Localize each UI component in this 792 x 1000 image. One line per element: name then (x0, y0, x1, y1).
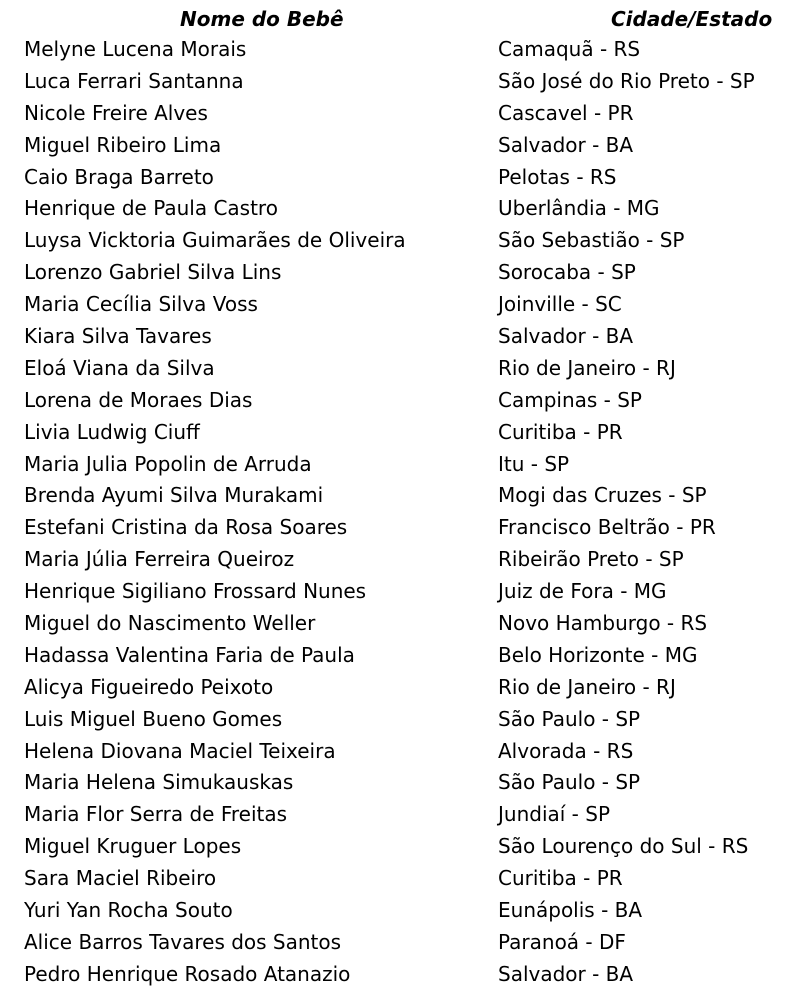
baby-name-cell: Livia Ludwig Ciuff (24, 419, 200, 444)
table-row (0, 162, 792, 194)
city-state-cell: Francisco Beltrão - PR (498, 515, 716, 540)
table-row (0, 767, 792, 799)
baby-name-cell: Maria Helena Simukauskas (24, 770, 294, 795)
baby-name-cell: Miguel do Nascimento Weller (24, 611, 316, 636)
baby-name-cell: Kiara Silva Tavares (24, 324, 212, 349)
baby-name-cell: Miguel Kruguer Lopes (24, 834, 242, 859)
table-row (0, 895, 792, 927)
baby-name-cell: Pedro Henrique Rosado Atanazio (24, 961, 351, 986)
table-row (0, 66, 792, 98)
baby-name-cell: Luysa Vicktoria Guimarães de Oliveira (24, 228, 406, 253)
city-state-cell: Alvorada - RS (498, 738, 634, 763)
table-row (0, 225, 792, 257)
baby-name-cell: Eloá Viana da Silva (24, 355, 215, 380)
city-state-cell: Cascavel - PR (498, 100, 634, 125)
baby-name-cell: Maria Flor Serra de Freitas (24, 802, 288, 827)
baby-name-cell: Hadassa Valentina Faria de Paula (24, 642, 355, 667)
table-row (0, 608, 792, 640)
baby-name-cell: Henrique Sigiliano Frossard Nunes (24, 579, 367, 604)
city-state-cell: São Paulo - SP (498, 706, 641, 731)
table-row (0, 544, 792, 576)
table-row (0, 34, 792, 66)
city-state-cell: Eunápolis - BA (498, 898, 643, 923)
table-row (0, 193, 792, 225)
table-row (0, 449, 792, 481)
baby-name-cell: Maria Julia Popolin de Arruda (24, 451, 312, 476)
table-row (0, 831, 792, 863)
city-state-cell: Pelotas - RS (498, 164, 617, 189)
table-row (0, 385, 792, 417)
city-state-cell: Paranoá - DF (498, 929, 626, 954)
baby-name-cell: Lorenzo Gabriel Silva Lins (24, 260, 282, 285)
city-state-cell: Belo Horizonte - MG (498, 642, 698, 667)
table-row (0, 289, 792, 321)
city-state-cell: Jundiaí - SP (498, 802, 611, 827)
table-row (0, 799, 792, 831)
column-header-city: Cidade/Estado (611, 7, 773, 31)
table-row (0, 98, 792, 130)
baby-name-cell: Nicole Freire Alves (24, 100, 208, 125)
baby-name-cell: Melyne Lucena Morais (24, 37, 247, 61)
baby-name-cell: Miguel Ribeiro Lima (24, 132, 222, 157)
baby-name-cell: Maria Cecília Silva Voss (24, 292, 258, 317)
city-state-cell: São Paulo - SP (498, 770, 641, 795)
baby-name-cell: Sara Maciel Ribeiro (24, 866, 217, 891)
baby-name-cell: Helena Diovana Maciel Teixeira (24, 738, 336, 763)
baby-name-cell: Alicya Figueiredo Peixoto (24, 674, 274, 699)
baby-name-cell: Yuri Yan Rocha Souto (24, 898, 233, 923)
city-state-cell: Camaquã - RS (498, 37, 641, 61)
table-row (0, 927, 792, 959)
baby-name-cell: Luca Ferrari Santanna (24, 68, 244, 93)
table-row (0, 353, 792, 385)
city-state-cell: Joinville - SC (498, 292, 622, 317)
table-row (0, 959, 792, 991)
city-state-cell: Mogi das Cruzes - SP (498, 483, 707, 508)
city-state-cell: Rio de Janeiro - RJ (498, 355, 676, 380)
city-state-cell: Juiz de Fora - MG (498, 579, 667, 604)
table-header (0, 4, 792, 34)
table-row (0, 480, 792, 512)
baby-list (0, 34, 792, 991)
table-row (0, 640, 792, 672)
table-row (0, 736, 792, 768)
baby-name-cell: Alice Barros Tavares dos Santos (24, 929, 342, 954)
table-row (0, 257, 792, 289)
city-state-cell: Curitiba - PR (498, 419, 623, 444)
city-state-cell: Salvador - BA (498, 961, 634, 986)
table-row (0, 417, 792, 449)
column-header-name: Nome do Bebê (180, 7, 344, 31)
baby-name-cell: Luis Miguel Bueno Gomes (24, 706, 283, 731)
city-state-cell: Sorocaba - SP (498, 260, 636, 285)
city-state-cell: São José do Rio Preto - SP (498, 68, 755, 93)
baby-name-cell: Caio Braga Barreto (24, 164, 214, 189)
city-state-cell: Rio de Janeiro - RJ (498, 674, 676, 699)
baby-name-cell: Maria Júlia Ferreira Queiroz (24, 547, 295, 572)
table-row (0, 704, 792, 736)
table-row (0, 863, 792, 895)
table-row (0, 672, 792, 704)
city-state-cell: Uberlândia - MG (498, 196, 660, 221)
city-state-cell: São Sebastião - SP (498, 228, 685, 253)
table-row (0, 576, 792, 608)
city-state-cell: Itu - SP (498, 451, 570, 476)
city-state-cell: Salvador - BA (498, 324, 634, 349)
baby-name-cell: Brenda Ayumi Silva Murakami (24, 483, 324, 508)
table-row (0, 130, 792, 162)
city-state-cell: Ribeirão Preto - SP (498, 547, 684, 572)
baby-name-cell: Henrique de Paula Castro (24, 196, 278, 221)
table-row (0, 512, 792, 544)
city-state-cell: Campinas - SP (498, 387, 642, 412)
baby-name-cell: Lorena de Moraes Dias (24, 387, 253, 412)
city-state-cell: Salvador - BA (498, 132, 634, 157)
baby-name-cell: Estefani Cristina da Rosa Soares (24, 515, 348, 540)
city-state-cell: Curitiba - PR (498, 866, 623, 891)
table-row (0, 321, 792, 353)
city-state-cell: Novo Hamburgo - RS (498, 611, 708, 636)
city-state-cell: São Lourenço do Sul - RS (498, 834, 749, 859)
